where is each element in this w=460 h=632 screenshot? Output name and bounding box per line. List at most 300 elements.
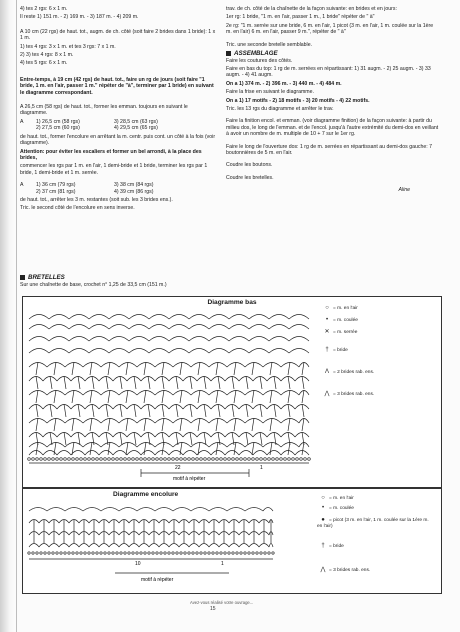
base-chain-mark (80, 552, 82, 554)
three-dc-together-icon: ⋀ (324, 391, 330, 397)
bretelles-section (20, 272, 240, 288)
base-chain-mark (272, 552, 274, 554)
stitch-mark (180, 418, 182, 431)
right-column (226, 6, 440, 196)
stitch-mark (176, 432, 178, 445)
stitch-mark (252, 390, 254, 403)
chain-arch (189, 544, 199, 548)
stitch-mark (288, 442, 290, 455)
legend-item (317, 495, 354, 502)
chain-arch (225, 451, 239, 456)
stitch-mark (274, 376, 276, 389)
chain-arch (85, 451, 99, 456)
stitch-mark (78, 404, 80, 417)
stitch-mark (270, 390, 272, 403)
chain-arch (249, 349, 269, 354)
base-chain-mark (120, 458, 123, 461)
stitch-mark (126, 362, 128, 375)
stitch-mark (90, 418, 92, 431)
chain-arch (199, 544, 209, 548)
chain-arch (183, 451, 197, 456)
stitch-mark (260, 404, 262, 417)
base-chain-mark (204, 552, 206, 554)
stitch-mark (270, 442, 272, 455)
left-line-1: 4) tes 2 rgs: 6 x 1 m. (20, 6, 68, 12)
chain-arch (269, 544, 273, 548)
stitch-mark (162, 442, 164, 455)
chain-arch (249, 337, 269, 342)
stitch-mark (54, 362, 56, 375)
chain-arch (189, 349, 209, 354)
legend-item (321, 347, 348, 354)
chain-arch (245, 508, 263, 512)
base-chain-mark (88, 552, 90, 554)
chain-arch (209, 315, 229, 320)
base-chain-mark (244, 552, 246, 554)
chain-arch (149, 349, 169, 354)
stitch-mark (260, 432, 262, 445)
chain-arch (137, 508, 155, 512)
chain-arch (209, 337, 229, 342)
base-chain-mark (268, 458, 271, 461)
ouverture-text: Faire le long de l'ouverture dos: 1 rg de m. serrées en répartissant au demi-dos gauche: 7 boutonnières de 5 m. en l'air. (226, 143, 433, 157)
base-chain-mark (52, 458, 55, 461)
base-chain-mark (184, 552, 186, 554)
finition-text: Faire la finition encol. et emman. (voir diagramme finition) de la façon suivante: à partir du milieu dos, le long de l'emman. et de l'encol. jusqu'à l'autre extrémité du demi-dos en veillant à avoir un nombre de m. multiple de 10 + 7 sur le 1er rg. (226, 118, 439, 138)
base-chain-mark (96, 552, 98, 554)
stitch-mark (246, 432, 248, 445)
base-chain-mark (260, 552, 262, 554)
commencer-text: commencer les rgs par 1 m. en l'air, 1 demi-bride et 1 bride, terminer les rgs par 1 bride, 1 demi-bride et 1 m. serrée. (20, 163, 208, 176)
base-chain-mark (220, 552, 222, 554)
stitch-mark (120, 376, 122, 389)
base-chain-mark (260, 458, 263, 461)
stitch-mark (246, 404, 248, 417)
chain-arch (219, 544, 229, 548)
chain-arch (209, 544, 219, 548)
base-chain-mark (40, 552, 42, 554)
stitch-mark (36, 418, 38, 431)
sizes-table-1 (20, 119, 216, 132)
chain-arch (149, 315, 169, 320)
base-chain-mark (208, 552, 210, 554)
stitch-mark (234, 442, 236, 455)
stitch-mark (190, 404, 192, 417)
chain-arch (69, 337, 89, 342)
base-chain-mark (84, 552, 86, 554)
base-chain-mark (120, 552, 122, 554)
left-column (20, 6, 216, 214)
size-cell: 3) 38 cm (84 rgs) (114, 182, 154, 189)
base-chain-mark (192, 458, 195, 461)
base-chain-mark (212, 458, 215, 461)
chain-arch (29, 349, 49, 354)
stitch-mark (216, 362, 218, 375)
stitch-mark (302, 404, 304, 417)
chain-arch (119, 508, 137, 512)
chain-arch (249, 315, 269, 320)
chain-arch (189, 325, 209, 330)
legend-label: = picot (3 m. en l'air, 1 m. coulée sur la 1ère m. en l'air) (317, 518, 429, 529)
binding-shadow (0, 0, 14, 632)
stitch-mark (106, 376, 108, 389)
size-cell: A (20, 182, 24, 189)
base-chain-mark (252, 552, 254, 554)
stitch-mark (216, 418, 218, 431)
boutons-text: Coudre les boutons. (226, 162, 273, 169)
chain-arch (99, 451, 113, 456)
legend-item (321, 305, 358, 312)
stitch-mark (78, 432, 80, 445)
legend-item (317, 543, 344, 550)
stitch-mark (134, 432, 136, 445)
stitch-mark (148, 404, 150, 417)
base-chain-mark (256, 552, 258, 554)
assemblage-line: On a 1) 17 motifs - 2) 18 motifs - 3) 20 motifs - 4) 22 motifs. (226, 97, 370, 104)
base-chain-mark (236, 552, 238, 554)
base-chain-mark (248, 458, 251, 461)
chain-arch (127, 451, 141, 456)
base-chain-mark (160, 552, 162, 554)
stitch-mark (54, 390, 56, 403)
chain-arch (139, 544, 149, 548)
chain-arch (229, 544, 239, 548)
legend-label: = m. coulée (333, 318, 358, 323)
chain-arch (229, 337, 249, 342)
chain-arch (29, 544, 39, 548)
stitch-mark (204, 376, 206, 389)
chain-arch (89, 337, 109, 342)
base-chain-mark (168, 552, 170, 554)
base-chain-mark (140, 552, 142, 554)
base-chain-mark (232, 552, 234, 554)
chain-arch (99, 544, 109, 548)
section-a-heading: A 10 cm (22 rgs) de haut. tot., augm. de ch. côté (soit faire 2 brides dans 1 bride): 1 x 1 m. (20, 28, 216, 42)
base-chain-mark (252, 458, 255, 461)
assemblage-line: Faire les coutures des côtés. (226, 57, 293, 64)
base-chain-mark (280, 458, 283, 461)
base-chain-mark (124, 458, 127, 461)
stitch-mark (288, 376, 290, 389)
legend-item (321, 391, 374, 398)
base-chain-mark (240, 552, 242, 554)
stitch-mark (162, 376, 164, 389)
chain-arch (113, 451, 127, 456)
base-chain-mark (248, 552, 250, 554)
base-chain-mark (132, 458, 135, 461)
base-chain-mark (192, 552, 194, 554)
rg1-text: 1er rg: 1 bride, "1 m. en l'air, passer 1 m., 1 bride" répéter de " à" (226, 14, 375, 21)
assemblage-line: Faire en bas du top: 1 rg de m. serrées en répartissant: 1) 31 augm. - 2) 25 augm. - 3) 33 augm. - 4) 41 augm. (226, 65, 431, 79)
base-chain-mark (28, 458, 31, 461)
base-chain-mark (188, 552, 190, 554)
chain-arch (289, 315, 309, 320)
base-chain-mark (48, 552, 50, 554)
base-chain-mark (152, 458, 155, 461)
stitch-mark (234, 362, 236, 375)
chain-arch (65, 508, 83, 512)
stitch-mark (90, 390, 92, 403)
sizes-table-2 (20, 182, 216, 195)
stitch-mark (162, 362, 164, 375)
base-chain-mark (212, 552, 214, 554)
base-chain-mark (32, 458, 35, 461)
rg2-text: 2e rg: "1 m. serrée sur une bride, 6 m. en l'air, 1 picot (3 m. en l'air, 1 m. coulée sur la 1ère m. en l'air) 6 m. en l'air, passer 9 m.", répéter de " à" (226, 22, 434, 36)
chain-arch (209, 508, 227, 512)
chain-arch (69, 349, 89, 354)
stitch-mark (64, 376, 66, 389)
chain-arch (269, 325, 289, 330)
base-chain-mark (60, 552, 62, 554)
base-chain-mark (56, 458, 59, 461)
base-chain-mark (244, 458, 247, 461)
chain-arch (89, 544, 99, 548)
stitch-mark (64, 432, 66, 445)
size-cell (20, 125, 28, 131)
chain-icon: ○ (321, 495, 325, 501)
stitch-mark (36, 404, 38, 417)
stitch-mark (252, 442, 254, 455)
chain-arch (29, 508, 47, 512)
base-chain-mark (172, 458, 175, 461)
diagram-bas (22, 296, 442, 488)
chain-arch (227, 508, 245, 512)
base-chain-mark (100, 458, 103, 461)
single-crochet-icon: ✕ (324, 329, 330, 335)
diagram-encolure (22, 488, 442, 594)
base-chain-mark (304, 458, 307, 461)
stitch-mark (288, 390, 290, 403)
base-chain-mark (68, 458, 71, 461)
chain-arch (249, 544, 259, 548)
page-number: 15 (210, 606, 216, 612)
stitch-mark (270, 418, 272, 431)
chain-icon: ○ (325, 305, 329, 311)
stitch-mark (36, 362, 38, 375)
size-cell: 1) 36 cm (79 rgs) (36, 182, 76, 189)
stitch-mark (252, 418, 254, 431)
chain-arch (129, 349, 149, 354)
base-chain-mark (92, 552, 94, 554)
stitch-mark (50, 404, 52, 417)
chain-arch (49, 544, 59, 548)
bretelles-coudre-text: Coudre les bretelles. (226, 174, 274, 181)
size-cell: 4) 29,5 cm (65 rgs) (114, 125, 158, 132)
chain-arch (89, 325, 109, 330)
base-chain-mark (56, 552, 58, 554)
stitch-mark (54, 418, 56, 431)
chain-arch (169, 325, 189, 330)
legend-label: = m. coulée (329, 506, 354, 511)
base-chain-mark (36, 458, 39, 461)
scale-number: 1 (260, 465, 263, 471)
base-chain-mark (288, 458, 291, 461)
stitch-mark (216, 390, 218, 403)
stitch-mark (72, 362, 74, 375)
chain-arch (129, 544, 139, 548)
slip-stitch-icon: • (321, 505, 325, 511)
square-bullet-icon (20, 275, 25, 280)
stitch-mark (36, 390, 38, 403)
chain-arch (289, 325, 309, 330)
legend-item (321, 329, 357, 336)
stitch-mark (216, 442, 218, 455)
base-chain-mark (80, 458, 83, 461)
stitch-mark (72, 418, 74, 431)
stitch-mark (144, 418, 146, 431)
base-chain-mark (160, 458, 163, 461)
size-cell: 2) 37 cm (81 rgs) (36, 188, 76, 195)
base-chain-mark (224, 458, 227, 461)
assemblage-line: Faire la frise en suivant le diagramme. (226, 89, 314, 96)
stitch-mark (108, 362, 110, 375)
chain-arch (149, 544, 159, 548)
base-chain-mark (76, 552, 78, 554)
base-chain-mark (188, 458, 191, 461)
base-chain-mark (176, 458, 179, 461)
stitch-mark (198, 390, 200, 403)
base-chain-mark (32, 552, 34, 554)
base-chain-mark (36, 552, 38, 554)
stitch-mark (198, 418, 200, 431)
two-dc-together-icon: Λ (324, 369, 329, 375)
chain-arch (129, 325, 149, 330)
base-chain-mark (240, 458, 243, 461)
chain-arch (109, 544, 119, 548)
base-chain-mark (148, 458, 151, 461)
stitch-mark (50, 376, 52, 389)
stitch-mark (120, 404, 122, 417)
chain-arch (189, 315, 209, 320)
chain-arch (289, 337, 309, 342)
base-chain-mark (132, 552, 134, 554)
chain-arch (109, 325, 129, 330)
chain-arch (149, 337, 169, 342)
base-chain-mark (200, 458, 203, 461)
base-chain-mark (136, 552, 138, 554)
stitch-mark (90, 442, 92, 455)
encolure-text: de haut. tot., former l'encolure en arrêtant la m. centr. puis cont. un côté à la fois (voir diagramme). (20, 133, 216, 147)
motif-label: motif à répéter (141, 577, 174, 583)
base-chain-mark (148, 552, 150, 554)
left-line-2: Il reste 1) 151 m. - 2) 169 m. - 3) 187 m. - 4) 209 m. (20, 14, 139, 21)
base-chain-mark (104, 552, 106, 554)
stitch-mark (176, 376, 178, 389)
base-chain-mark (140, 458, 143, 461)
chain-arch (229, 315, 249, 320)
base-chain-mark (84, 458, 87, 461)
stitch-mark (92, 404, 94, 417)
base-chain-mark (116, 552, 118, 554)
base-chain-mark (44, 458, 47, 461)
gutter-line (16, 0, 17, 632)
size-cell: 2) 27,5 cm (60 rgs) (36, 125, 80, 132)
section-a-line-2: 2) 3) tes 4 rgs: 8 x 1 m. (20, 52, 74, 59)
base-chain-mark (72, 552, 74, 554)
chain-arch (267, 451, 281, 456)
base-chain-mark (28, 552, 30, 554)
stitch-mark (232, 404, 234, 417)
stitch-mark (134, 376, 136, 389)
base-chain-mark (72, 458, 75, 461)
base-chain-mark (256, 458, 259, 461)
base-chain-mark (216, 458, 219, 461)
legend-label: = 2 brides rab. ens. (333, 370, 375, 375)
chain-arch (169, 315, 189, 320)
chain-arch (49, 337, 69, 342)
base-chain-mark (124, 552, 126, 554)
chain-arch (29, 337, 49, 342)
chain-arch (269, 337, 289, 342)
chain-arch (249, 325, 269, 330)
base-chain-mark (128, 552, 130, 554)
chain-arch (129, 337, 149, 342)
scale-number: 1 (221, 561, 224, 567)
base-chain-mark (68, 552, 70, 554)
base-chain-mark (128, 458, 131, 461)
stitch-mark (108, 390, 110, 403)
chain-arch (169, 337, 189, 342)
picot-icon: ● (321, 517, 325, 523)
base-chain-mark (100, 552, 102, 554)
stitch-mark (180, 390, 182, 403)
base-chain-mark (220, 458, 223, 461)
stitch-mark (126, 418, 128, 431)
chain-arch (49, 315, 69, 320)
stitch-mark (218, 432, 220, 445)
legend-label: = 3 brides rab. ens. (329, 568, 371, 573)
chain-arch (69, 325, 89, 330)
base-chain-mark (236, 458, 239, 461)
attention-text: Attention: pour éviter les escaliers et former un bel arrondi, à la place des brides, (20, 148, 202, 161)
stitch-mark (218, 404, 220, 417)
legend-item (321, 317, 358, 324)
base-chain-mark (272, 458, 275, 461)
stitch-mark (302, 376, 304, 389)
chain-arch (253, 451, 267, 456)
base-chain-mark (52, 552, 54, 554)
stitch-mark (198, 362, 200, 375)
diagram-bas-title: Diagramme bas (207, 299, 257, 306)
base-chain-mark (308, 458, 311, 461)
chain-arch (69, 315, 89, 320)
motif-label: motif à répéter (173, 476, 206, 482)
legend-item (317, 567, 370, 574)
stitch-mark (246, 376, 248, 389)
base-chain-mark (224, 552, 226, 554)
chain-arch (209, 325, 229, 330)
stitch-mark (288, 404, 290, 417)
chain-arch (259, 544, 269, 548)
base-chain-mark (108, 552, 110, 554)
chain-arch (211, 451, 225, 456)
stitch-mark (162, 418, 164, 431)
stitch-mark (92, 376, 94, 389)
stitch-mark (190, 432, 192, 445)
section-b-heading: A 26,5 cm (58 rgs) de haut. tot., former les emman. toujours en suivant le diagramme. (20, 104, 188, 117)
bretelles-title: BRETELLES (28, 274, 65, 282)
stitch-mark (50, 432, 52, 445)
tric-second-text: Tric. le second côté de l'encolure en sens inverse. (20, 205, 135, 212)
stitch-mark (144, 390, 146, 403)
square-bullet-icon (226, 51, 231, 56)
scale-number: 10 (135, 561, 141, 567)
stitch-mark (180, 362, 182, 375)
chain-arch (141, 451, 155, 456)
double-crochet-icon: † (325, 347, 329, 353)
size-cell: 1) 26,5 cm (58 rgs) (36, 118, 80, 125)
base-chain-mark (40, 458, 43, 461)
